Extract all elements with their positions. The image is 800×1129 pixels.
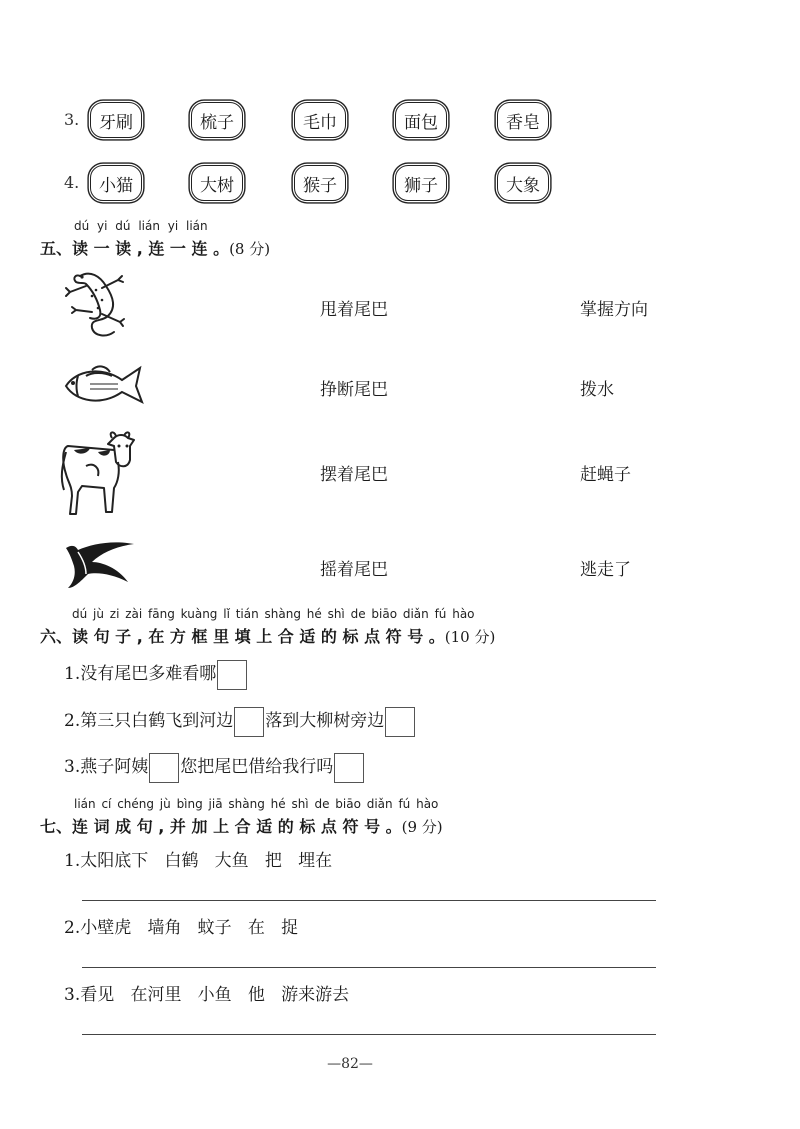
sentence-part: 燕子阿姨 (80, 757, 149, 777)
match-middle-item: 摇着尾巴 (320, 560, 388, 580)
word-box: 狮子 (395, 165, 447, 201)
swallow-icon (62, 538, 138, 590)
word-box: 大象 (497, 165, 549, 201)
section-title: 六、读 句 子 , 在 方 框 里 填 上 合 适 的 标 点 符 号 。 (40, 627, 445, 646)
section-score: (10 分) (444, 628, 496, 646)
lizard-icon (62, 266, 142, 342)
item-number: 1. (64, 851, 81, 871)
match-right-item: 逃走了 (580, 560, 631, 580)
sentence-item (64, 752, 365, 783)
match-right-item: 拨水 (580, 380, 614, 400)
item-number: 2. (64, 711, 81, 731)
section-score: (8 分) (229, 240, 271, 258)
match-middle-item: 挣断尾巴 (320, 380, 388, 400)
punctuation-box[interactable] (217, 660, 247, 690)
page-number: —82— (327, 1056, 373, 1072)
section-title: 七、连 词 成 句 , 并 加 上 合 适 的 标 点 符 号 。 (40, 817, 402, 836)
word-list-item (64, 913, 298, 938)
word-box: 面包 (395, 102, 447, 138)
section-pinyin: dú jù zi zài fāng kuàng lǐ tián shàng hé shì de biāo diǎn fú hào (72, 607, 475, 621)
cow-icon (58, 426, 142, 518)
section-pinyin: lián cí chéng jù bìng jiā shàng hé shì de biāo diǎn fú hào (74, 797, 439, 811)
word-box: 毛巾 (294, 102, 346, 138)
match-middle-item: 摆着尾巴 (320, 465, 388, 485)
section-heading (40, 624, 495, 647)
group-number: 3. (64, 110, 80, 129)
answer-line[interactable] (82, 900, 656, 901)
match-right-item: 赶蝇子 (580, 465, 631, 485)
fish-icon (62, 362, 146, 408)
word-box: 小猫 (90, 165, 142, 201)
section-pinyin: dú yi dú lián yi lián (74, 219, 208, 233)
word-list: 太阳底下 白鹤 大鱼 把 埋在 (80, 851, 333, 871)
section-title: 五、读 一 读 , 连 一 连 。 (40, 239, 230, 258)
word-box: 梳子 (191, 102, 243, 138)
punctuation-box[interactable] (334, 753, 364, 783)
word-list-item (64, 980, 349, 1005)
section-heading (40, 236, 270, 259)
section-heading (40, 814, 443, 837)
answer-line[interactable] (82, 967, 656, 968)
punctuation-box[interactable] (234, 707, 264, 737)
item-number: 3. (64, 985, 81, 1005)
answer-line[interactable] (82, 1034, 656, 1035)
punctuation-box[interactable] (385, 707, 415, 737)
sentence-part: 落到大柳树旁边 (265, 711, 385, 731)
match-middle-item: 甩着尾巴 (320, 300, 388, 320)
punctuation-box[interactable] (149, 753, 179, 783)
sentence-item (64, 706, 416, 737)
word-list: 看见 在河里 小鱼 他 游来游去 (80, 985, 350, 1005)
sentence-part: 没有尾巴多难看哪 (80, 664, 217, 684)
item-number: 1. (64, 664, 81, 684)
group-number: 4. (64, 173, 80, 192)
sentence-part: 第三只白鹤飞到河边 (80, 711, 234, 731)
word-list: 小壁虎 墙角 蚊子 在 捉 (80, 918, 299, 938)
word-box: 猴子 (294, 165, 346, 201)
word-box: 牙刷 (90, 102, 142, 138)
section-score: (9 分) (401, 818, 443, 836)
item-number: 3. (64, 757, 81, 777)
sentence-item (64, 659, 248, 690)
item-number: 2. (64, 918, 81, 938)
match-right-item: 掌握方向 (580, 300, 648, 320)
word-box: 大树 (191, 165, 243, 201)
word-list-item (64, 846, 332, 871)
word-box: 香皂 (497, 102, 549, 138)
sentence-part: 您把尾巴借给我行吗 (180, 757, 334, 777)
